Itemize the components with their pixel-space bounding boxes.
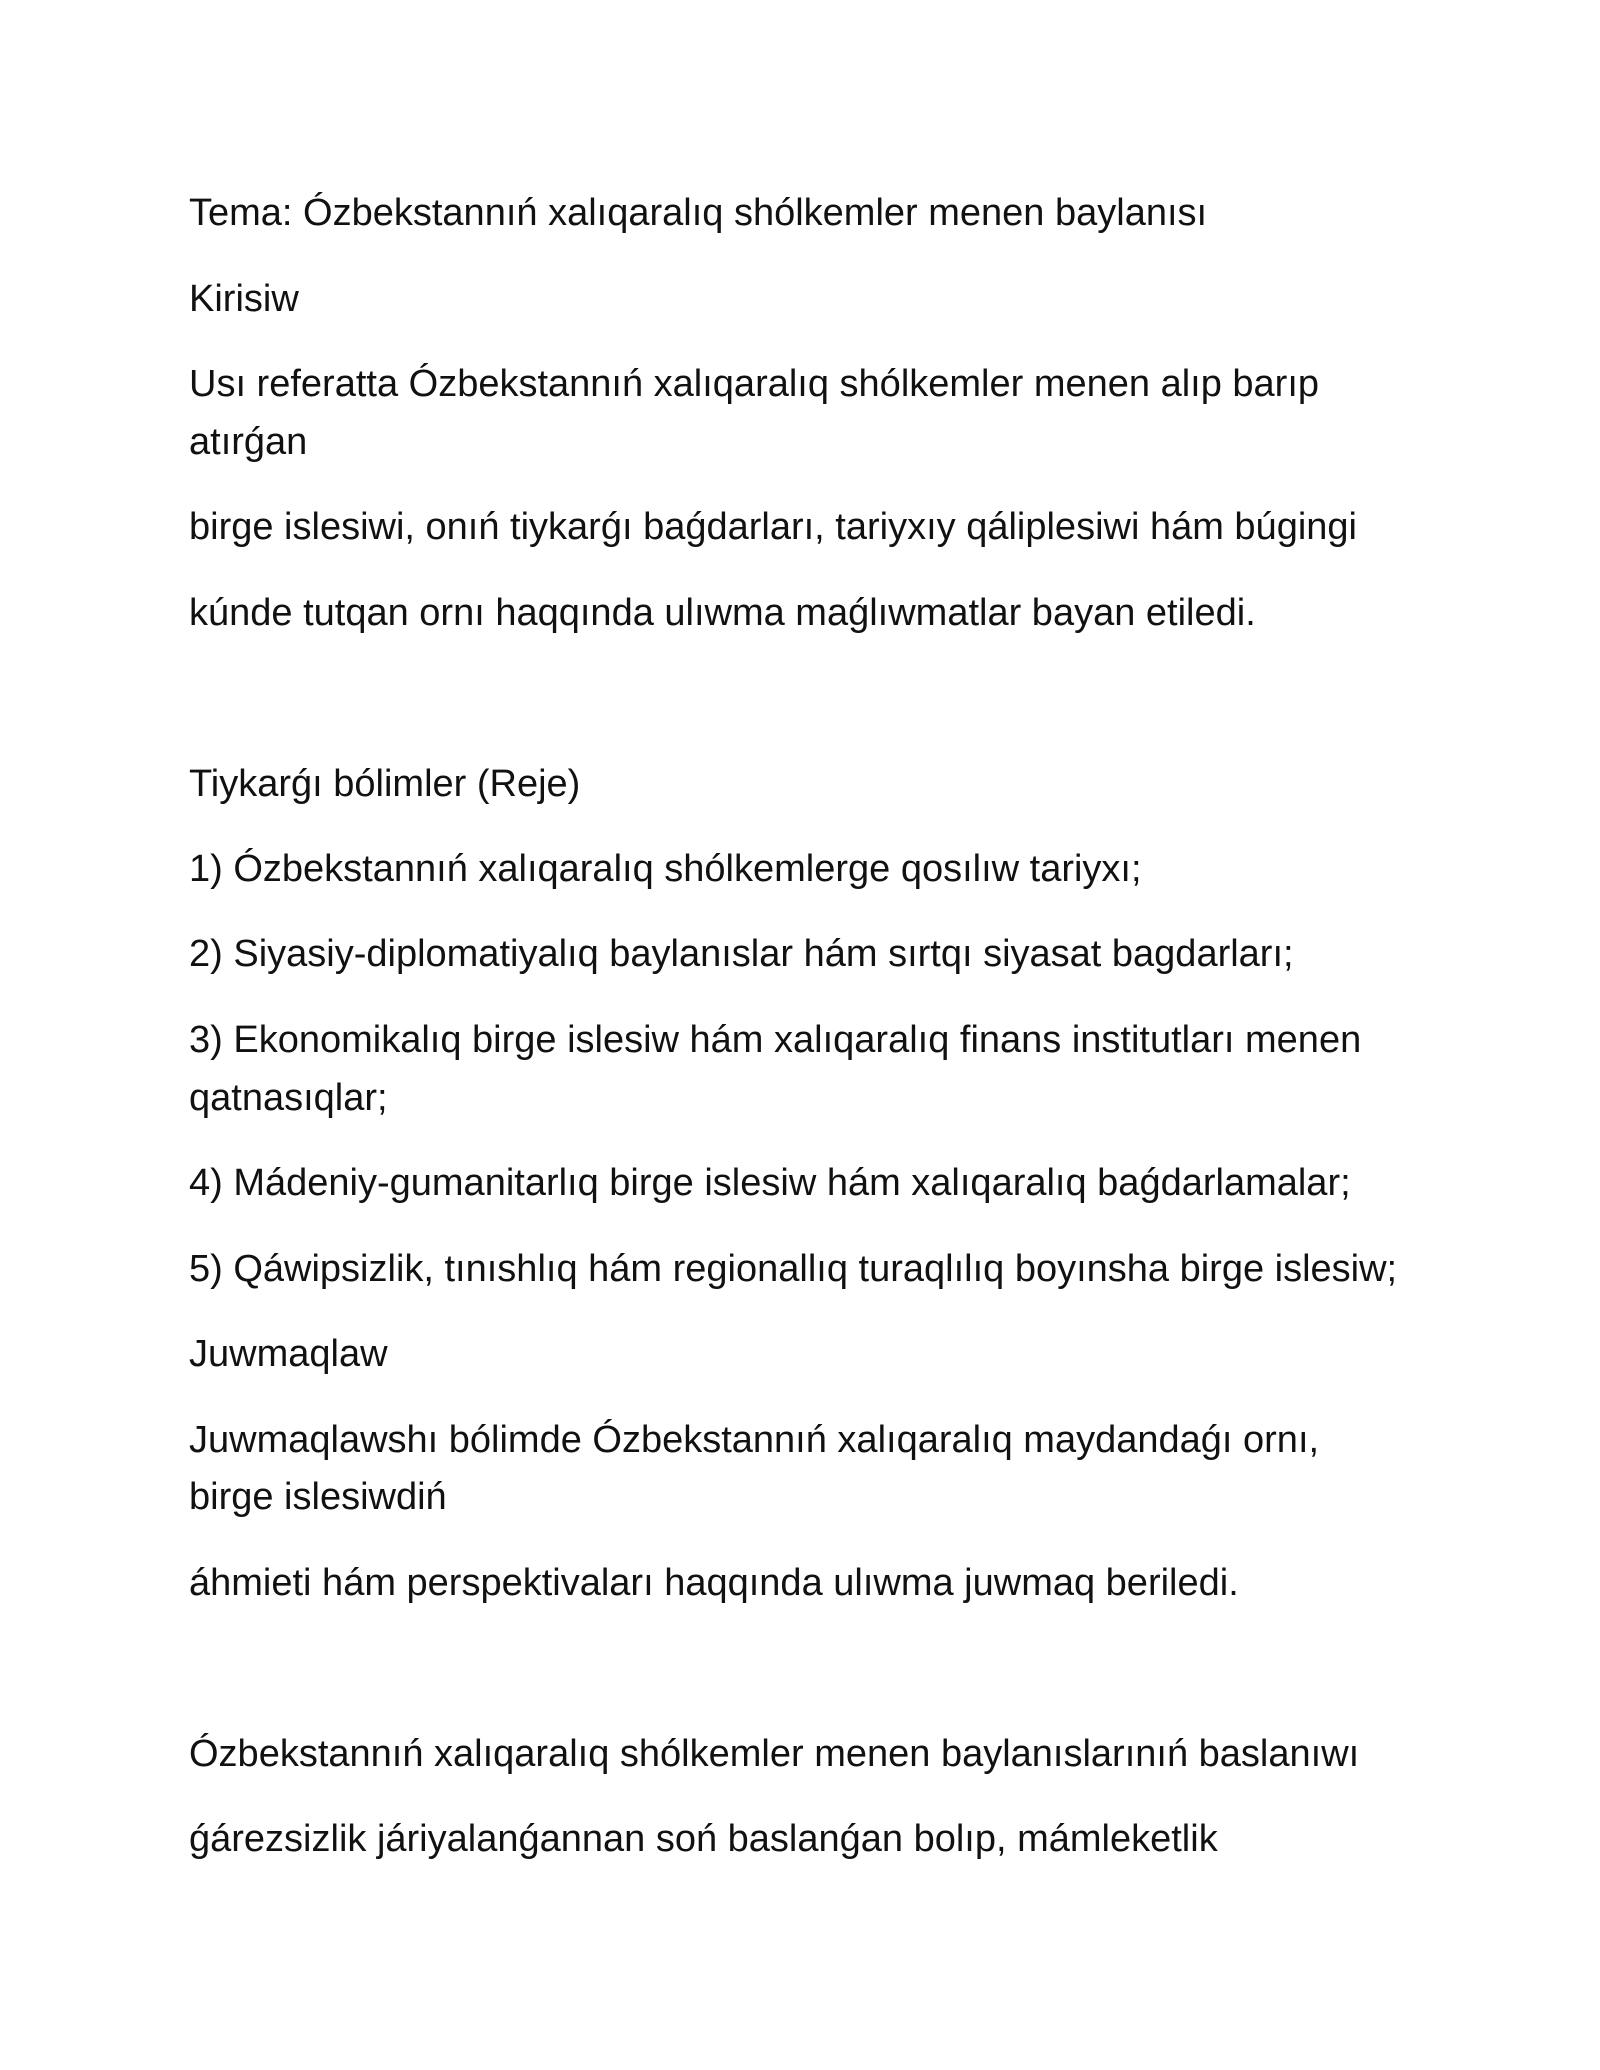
conclusion-paragraph-line: birge islesiwdiń — [189, 1476, 447, 1518]
body-paragraph-line: ǵárezsizlik járiyalanǵannan soń baslanǵan bolıp, mámleketlik — [189, 1818, 1218, 1860]
plan-item: 4) Mádeniy-gumanitarlıq birge islesiw hám xalıqaralıq baǵdarlamalar; — [189, 1162, 1351, 1204]
intro-paragraph-line: atırǵan — [189, 421, 308, 463]
intro-paragraph-line: birge islesiwi, onıń tiykarǵı baǵdarları, tariyxıy qáliplesiwi hám búgingi — [189, 506, 1357, 548]
plan-item: 1) Ózbekstannıń xalıqaralıq shólkemlerge qosılıw tariyxı; — [189, 848, 1142, 890]
body-paragraph-line: Ózbekstannıń xalıqaralıq shólkemler menen baylanıslarınıń baslanıwı — [189, 1733, 1360, 1775]
plan-item-continuation: qatnasıqlar; — [189, 1077, 388, 1119]
plan-item: 5) Qáwipsizlik, tınıshlıq hám regionallıq turaqlılıq boyınsha birge islesiw; — [189, 1248, 1398, 1290]
section-heading-conclusion: Juwmaqlaw — [189, 1333, 388, 1375]
section-heading-main-parts: Tiykarǵı bólimler (Reje) — [189, 763, 581, 805]
plan-item: 3) Ekonomikalıq birge islesiw hám xalıqaralıq finans institutları menen — [189, 1019, 1362, 1061]
intro-paragraph-line: Usı referatta Ózbekstannıń xalıqaralıq shólkemler menen alıp barıp — [189, 363, 1320, 405]
conclusion-paragraph-line: Juwmaqlawshı bólimde Ózbekstannıń xalıqaralıq maydandaǵı ornı, — [189, 1419, 1320, 1461]
plan-item: 2) Siyasiy-diplomatiyalıq baylanıslar hám sırtqı siyasat bagdarları; — [189, 933, 1294, 975]
document-title: Tema: Ózbekstannıń xalıqaralıq shólkemler menen baylanısı — [189, 192, 1208, 234]
section-heading-introduction: Kirisiw — [189, 278, 299, 320]
conclusion-paragraph-line: áhmieti hám perspektivaları haqqında ulıwma juwmaq beriledi. — [189, 1562, 1239, 1604]
intro-paragraph-line: kúnde tutqan ornı haqqında ulıwma maǵlıwmatlar bayan etiledi. — [189, 592, 1256, 634]
